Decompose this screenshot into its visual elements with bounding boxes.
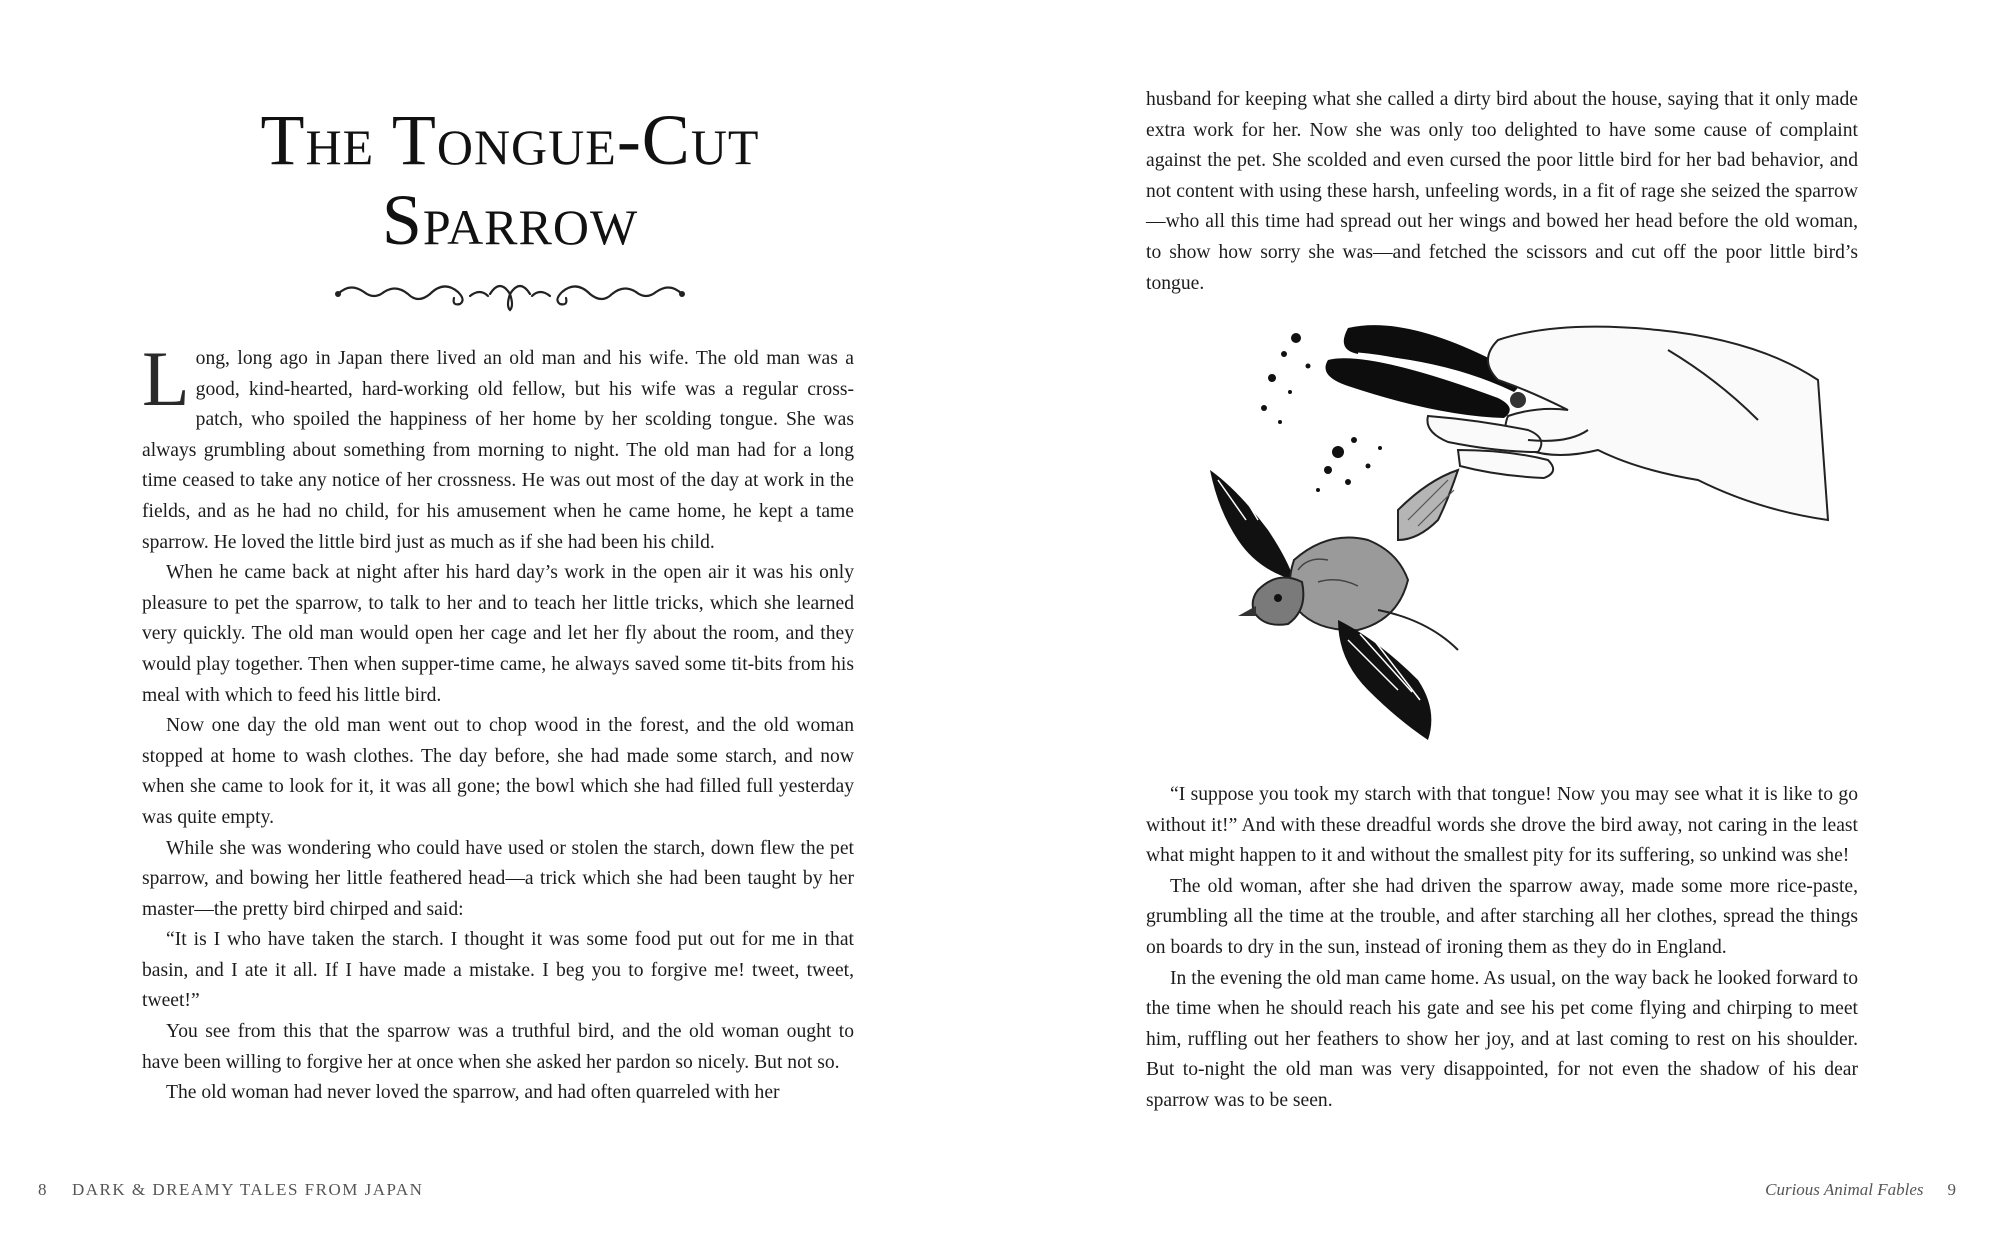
drop-cap: L: [142, 335, 190, 422]
right-body-text-top: [1146, 85, 1858, 299]
paragraph: The old woman, after she had driven the sparrow away, made some more rice-paste, grumbling all the time at the trouble, and after starching all her clothes, spread the things on boards to dry in the sun, instead of ironing them as they do in England.: [1146, 875, 1858, 958]
page-number-left: 8: [38, 1180, 48, 1199]
left-body-text: [142, 335, 854, 1109]
paragraph: husband for keeping what she called a dirty bird about the house, saying that it only made extra work for her. Now she was only too delighted to have some cause of complaint against the pet. She scolded and even cursed the poor little bird for her bad behavior, and not content with using these harsh, unfeeling words, in a fit of rage she seized the sparrow—who all this time had spread out her wings and bowed her head before the old woman, to show how sorry she was—and fetched the scissors and cut off the poor little bird’s tongue.: [1146, 89, 1858, 294]
chapter-title-block: [190, 100, 830, 314]
chapter-title-line-2: Sparrow: [381, 180, 639, 260]
chapter-title-line-1: The Tongue-Cut: [260, 100, 760, 180]
right-body-text-bottom: [1146, 780, 1858, 1117]
flourish-ornament-icon: [330, 274, 690, 314]
right-footer: [1765, 1180, 1956, 1200]
paragraph: In the evening the old man came home. As usual, on the way back he looked forward to the time when he should reach his gate and see his pet come flying and chirping to meet him, ruffling out her feathers to show her joy, and at last coming to rest on his shoulder. But to-night the old man was very disappointed, for not even the shadow of his dear sparrow was to be seen.: [1146, 967, 1858, 1111]
left-footer: [38, 1180, 423, 1200]
paragraph: When he came back at night after his hard day’s work in the open air it was his only pleasure to pet the sparrow, to talk to her and to teach her little tricks, which she learned very quickly. The old man would open her cage and let her fly about the room, and they would play together. Then when supper-time came, he always saved some tit-bits from his meal with which to feed his little bird.: [142, 562, 854, 706]
running-head-left: DARK & DREAMY TALES FROM JAPAN: [72, 1180, 424, 1199]
paragraph: The old woman had never loved the sparrow, and had often quarreled with her: [166, 1082, 780, 1104]
page-number-right: 9: [1947, 1180, 1956, 1199]
paragraph: While she was wondering who could have used or stolen the starch, down flew the pet sparrow, and bowing her little feathered head—a trick which she had been taught by her master—the pretty bird chirped and said:: [142, 837, 854, 920]
running-head-right: Curious Animal Fables: [1765, 1180, 1924, 1199]
paragraph: Long, long ago in Japan there lived an old man and his wife. The old man was a good, kind-hearted, hard-working old fellow, but his wife was a regular cross-patch, who spoiled the happiness of her home by her scolding tongue. She was always grumbling about something from morning to night. The old man had for a long time ceased to take any notice of her crossness. He was out most of the day at work in the fields, and as he had no child, for his amusement when he came home, he kept a tame sparrow. He loved the little bird just as much as if she had been his child.: [142, 335, 854, 553]
right-page: [998, 0, 1996, 1233]
hand-scissors-sparrow-illustration-icon: [1198, 320, 1838, 770]
paragraph: You see from this that the sparrow was a truthful bird, and the old woman ought to have been willing to forgive her at once when she asked her pardon so nicely. But not so.: [142, 1021, 854, 1073]
paragraph: “I suppose you took my starch with that tongue! Now you may see what it is like to go without it!” And with these dreadful words she drove the bird away, not caring in the least what might happen to it and without the smallest pity for its suffering, so unkind was she!: [1146, 784, 1858, 867]
paragraph: Now one day the old man went out to chop wood in the forest, and the old woman stopped at home to wash clothes. The day before, she had made some starch, and now when she came to look for it, it was all gone; the bowl which she had filled full yesterday was quite empty.: [142, 715, 854, 828]
paragraph: “It is I who have taken the starch. I thought it was some food put out for me in that basin, and I ate it all. If I have made a mistake. I beg you to forgive me! tweet, tweet, tweet!”: [142, 929, 854, 1012]
